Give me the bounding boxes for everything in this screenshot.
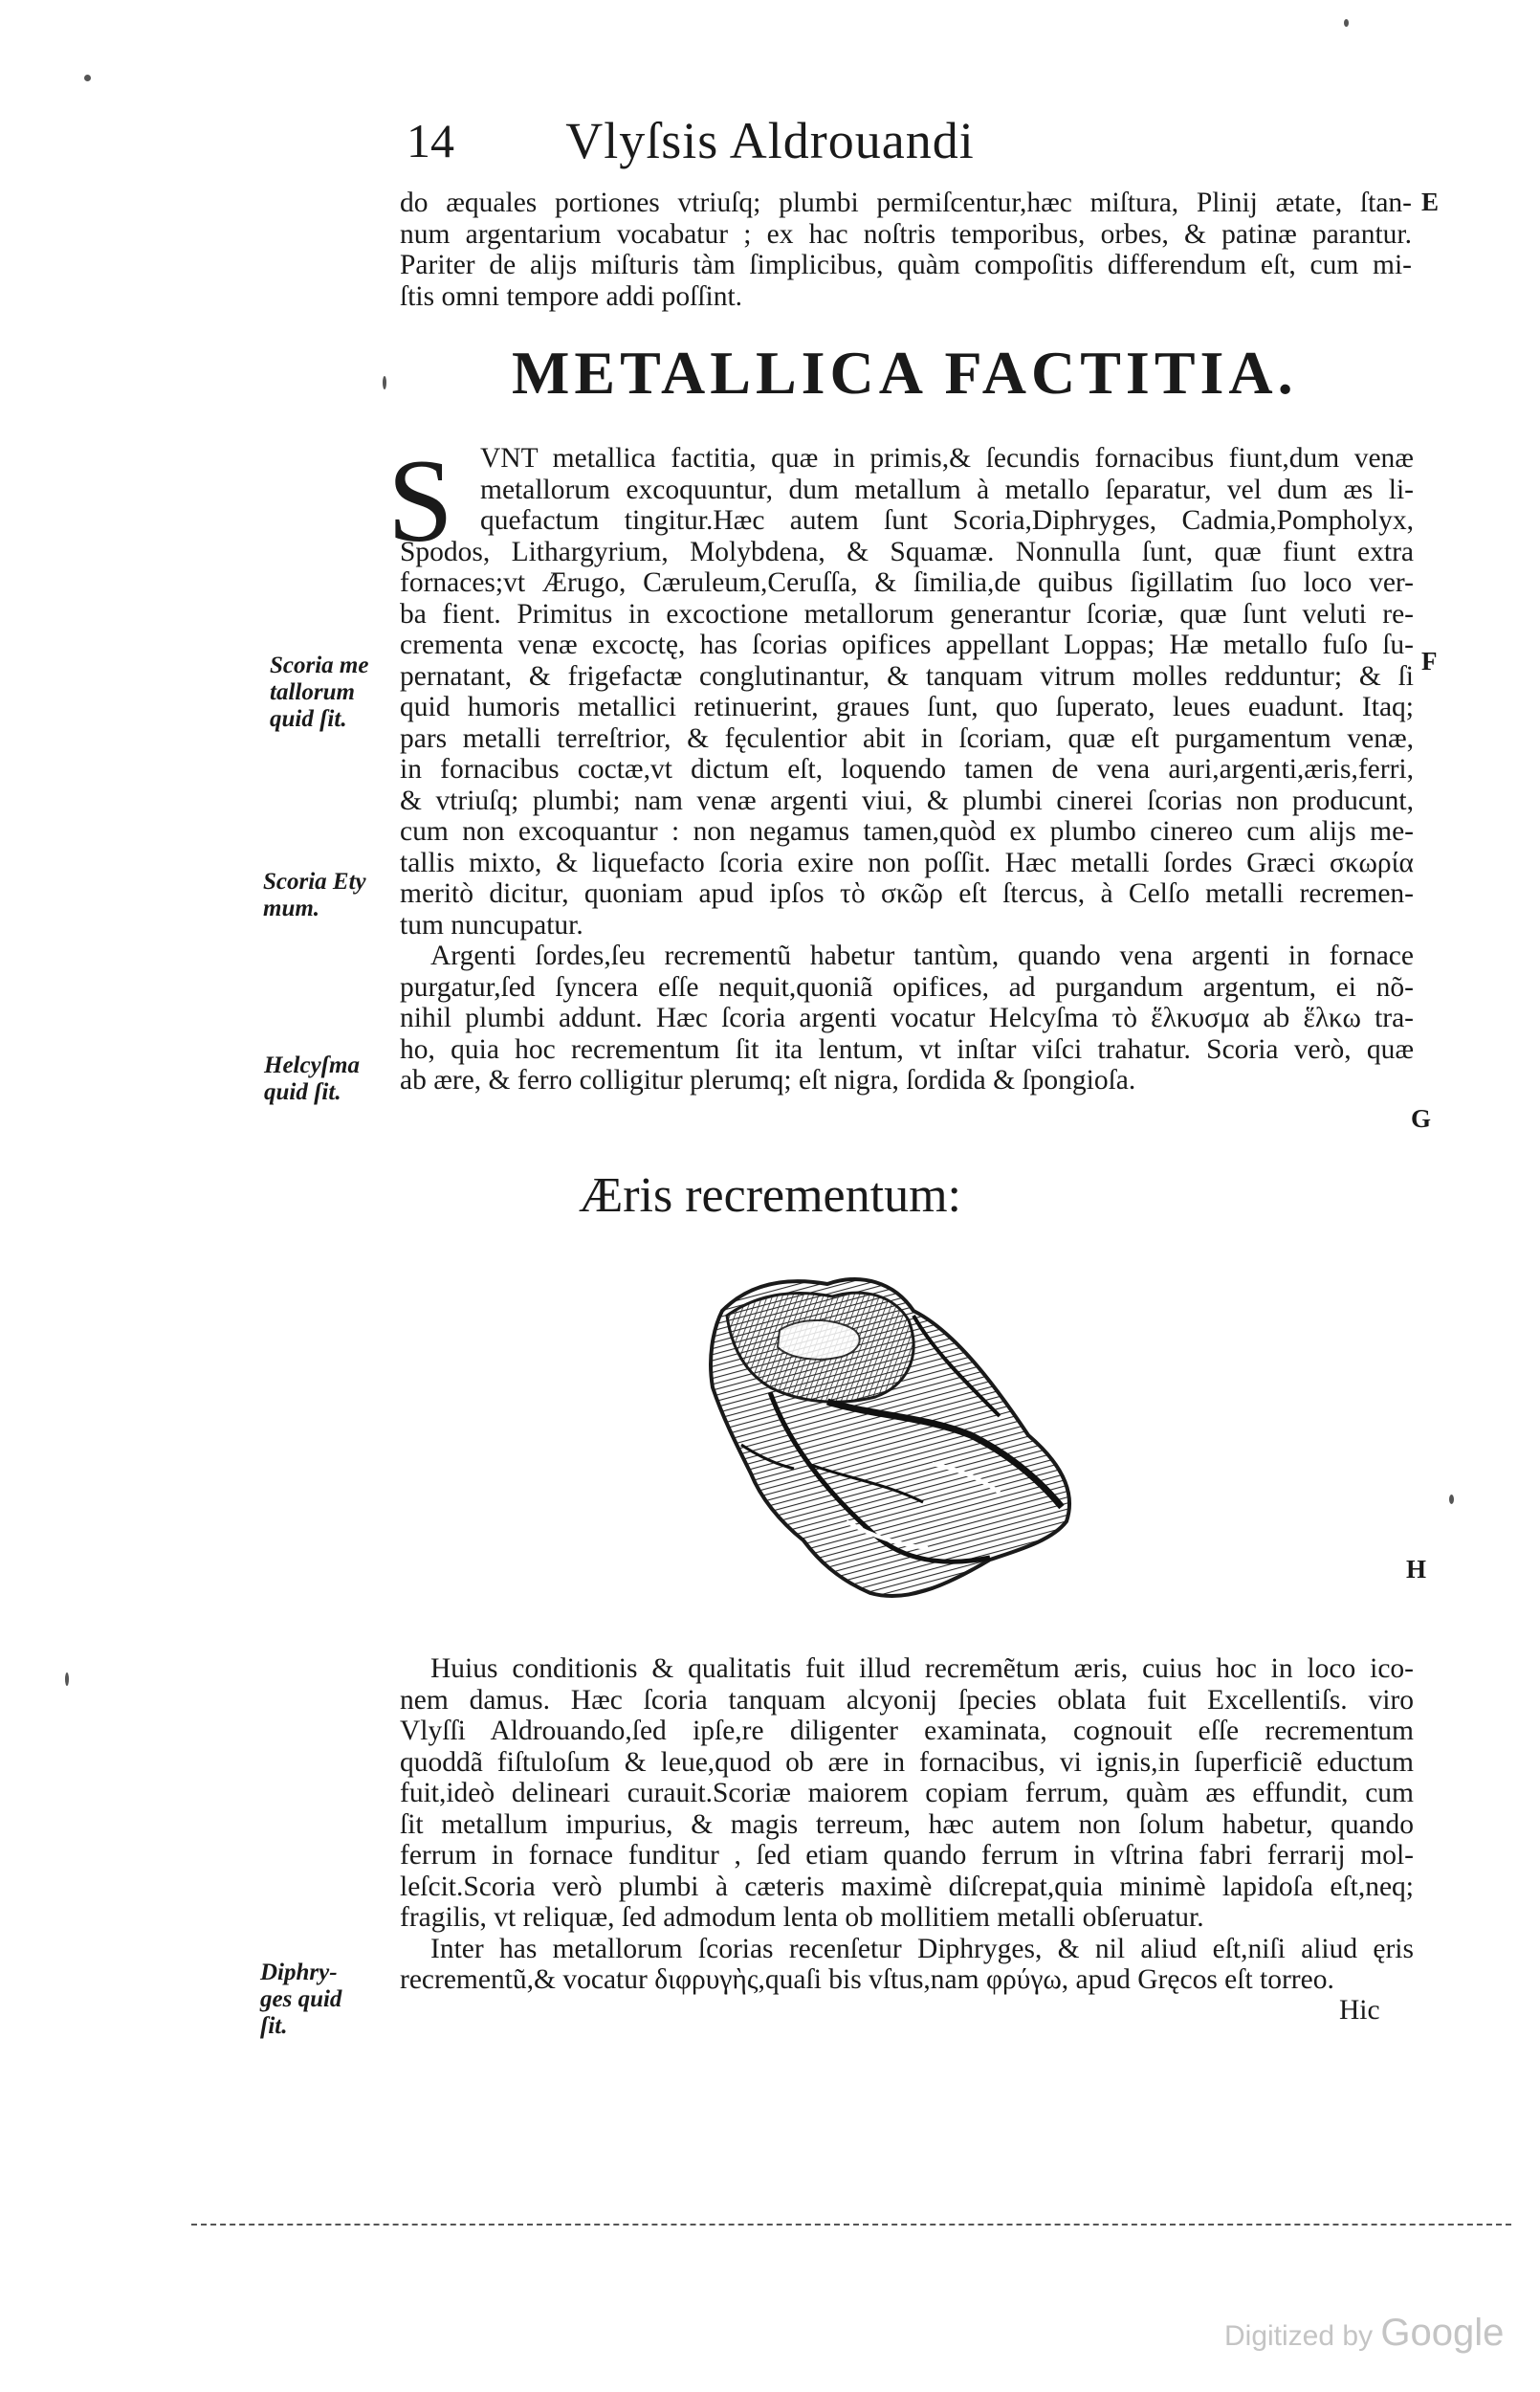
digitized-watermark: [1224, 2312, 1504, 2355]
text-line: Huius conditionis & qualitatis fuit illud recremẽtum æris, cuius hoc in loco ico-: [430, 1653, 1414, 1684]
text-line: fuit,ideò delineari curauit.Scoriæ maiorem copiam ferrum, quàm æs effundit, cum: [400, 1778, 1414, 1808]
text-line: nem damus. Hæc ſcoria tanquam alcyonij ſpecies oblata fuit Excellentiſs. viro: [400, 1684, 1414, 1716]
text-line: Pariter de alijs miſturis tàm ſimplicibus, quàm compoſitis differendum eſt, cum mi-: [400, 250, 1412, 280]
text-line: nihil plumbi addunt. Hæc ſcoria argenti vocatur Helcyſma τὸ ἕλκυσμα ab ἕλκω tra-: [400, 1003, 1414, 1033]
text-line: fragilis, vt reliquæ, ſed admodum lenta ob mollitiem metalli obſeruatur.: [400, 1902, 1204, 1933]
text-line: cum non excoquantur : non negamus tamen,quòd ex plumbo cinereo cum alijs me-: [400, 816, 1414, 847]
paragraph-metallica: [400, 443, 1414, 1096]
running-title: Vlyſsis Aldrouandi: [565, 112, 975, 169]
text-line: quoddã fiſtuloſum & leue,quod ob ære in fornacibus, vi ignis,in ſuperficiẽ eductum: [400, 1746, 1414, 1778]
text-line: do æquales portiones vtriuſq; plumbi permiſcentur,hæc miſtura, Plinij ætate, ſtan-: [400, 188, 1412, 218]
text-line: pernatant, & frigefactæ conglutinantur, & tanquam vitrum molles redduntur; & ſi: [400, 660, 1414, 692]
text-line: ba fient. Primitus in excoctione metallorum generantur ſcoriæ, quæ ſunt veluti re-: [400, 598, 1414, 630]
section-letter-h: H: [1406, 1555, 1427, 1584]
footer-scan-rule: [191, 2224, 1511, 2226]
figure-caption: Æris recrementum:: [579, 1168, 961, 1223]
text-line: leſcit.Scoria verò plumbi à cæteris maximè diſcrepat,quia minimè lapidoſa eſt,neq;: [400, 1871, 1414, 1902]
slag-woodcut-figure: [684, 1273, 1086, 1607]
google-logo: Google: [1380, 2312, 1505, 2354]
text-line: meritò dicitur, quoniam apud ipſos τὸ σκῶρ eſt ſtercus, à Celſo metalli recremen-: [400, 878, 1414, 909]
intro-paragraph: [400, 188, 1412, 312]
text-line: tum nuncupatur.: [400, 909, 583, 941]
text-line: recrementũ,& vocatur διφρυγὴς,quaſi bis vſtus,nam φρύγω, apud Gręcos eſt torreo.: [400, 1964, 1334, 1995]
text-line: in fornacibus coctæ,vt dictum eſt, loquendo tamen de vena auri,argenti,æris,ferri,: [400, 754, 1414, 785]
text-line: ab ære, & ferro colligitur plerumq; eſt nigra, ſordida & ſpongioſa.: [400, 1065, 1136, 1096]
text-line: Spodos, Lithargyrium, Molybdena, & Squamæ. Nonnulla ſunt, quæ fiunt extra: [400, 536, 1414, 567]
scan-fleck: [1449, 1495, 1454, 1504]
text-line: crementa venæ excoctę, has ſcorias opifices appellant Loppas; Hæ metallo fuſo ſu-: [400, 630, 1414, 660]
section-letter-g: G: [1411, 1104, 1432, 1133]
scan-fleck: [84, 75, 91, 81]
section-title: METALLICA FACTITIA.: [512, 339, 1298, 407]
scan-fleck: [383, 376, 386, 389]
paragraph-aeris: [400, 1653, 1414, 1996]
text-line: Inter has metallorum ſcorias recenſetur Diphryges, & nil aliud eſt,niſi aliud ęris: [430, 1933, 1414, 1964]
margin-note-helcysma: Helcyſma quid ſit.: [264, 1052, 360, 1105]
text-line: fornaces;vt Ærugo, Cæruleum,Ceruſſa, & ſimilia,de quibus ſigillatim ſuo loco ver-: [400, 567, 1414, 598]
margin-note-scoria: Scoria me tallorum quid ſit.: [270, 653, 369, 732]
scan-fleck: [1344, 19, 1349, 27]
text-line: pars metalli terreſtrior, & fęculentior abit in ſcoriam, quæ eſt purgamentum venæ,: [400, 722, 1414, 754]
scan-fleck: [65, 1672, 69, 1686]
text-line: & vtriuſq; plumbi; nam venæ argenti viui, & plumbi cinerei ſcorias non producunt,: [400, 785, 1414, 816]
text-line: Vlyſſi Aldrouando,ſed ipſe,re diligenter examinata, cognouit eſſe recrementum: [400, 1716, 1414, 1746]
text-line: ſit metallum impurius, & magis terreum, hæc autem non ſolum habetur, quando: [400, 1808, 1414, 1840]
text-line: ho, quia hoc recrementum ſit ita lentum, vt inſtar viſci trahatur. Scoria verò, quæ: [400, 1033, 1414, 1065]
text-line: ferrum in fornace funditur , ſed etiam quando ferrum in vſtrina fabri ferrarij mol-: [400, 1840, 1414, 1871]
watermark-prefix: Digitized by: [1224, 2320, 1374, 2352]
text-line: num argentarium vocabatur ; ex hac noſtris temporibus, orbes, & patinæ parantur.: [400, 218, 1412, 250]
slag-highlight: [778, 1320, 860, 1360]
catchword: Hic: [1339, 1995, 1380, 2026]
text-line: VNT metallica factitia, quæ in primis,& ſecundis fornacibus fiunt,dum venæ: [480, 443, 1414, 474]
section-letter-e: E: [1421, 188, 1440, 216]
text-line: metallorum excoquuntur, dum metallum à metallo ſeparatur, vel dum æs li-: [480, 474, 1414, 505]
page-number: 14: [407, 114, 454, 167]
drop-cap: S: [387, 435, 453, 566]
text-line: purgatur,ſed ſyncera eſſe nequit,quoniã opifices, ad purgandum argentum, ei nõ-: [400, 971, 1414, 1003]
text-line: quefactum tingitur.Hæc autem ſunt Scoria,Diphryges, Cadmia,Pompholyx,: [480, 505, 1414, 536]
text-line: Argenti ſordes,ſeu recrementũ habetur tantùm, quando vena argenti in fornace: [430, 941, 1414, 971]
section-letter-f: F: [1421, 647, 1438, 676]
margin-note-etymology: Scoria Ety mum.: [263, 869, 366, 921]
margin-note-diphryges: Diphry- ges quid ſit.: [260, 1960, 342, 2039]
text-line: tallis mixto, & liquefacto ſcoria exire non poſſit. Hæc metalli ſordes Græci σκωρία: [400, 847, 1414, 878]
text-line: ſtis omni tempore addi poſſint.: [400, 280, 743, 312]
text-line: quid humoris metallici retinuerint, graues ſunt, quo ſuperato, leues euadunt. Itaq;: [400, 692, 1414, 722]
